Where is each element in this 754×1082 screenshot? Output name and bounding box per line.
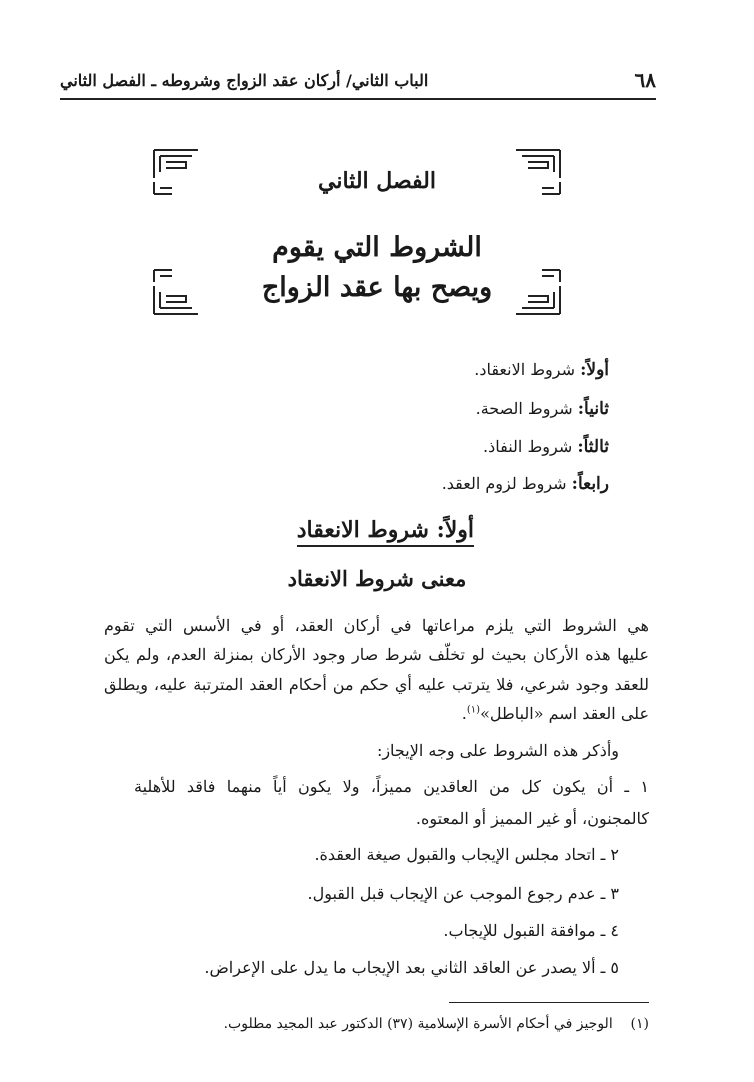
condition-5: ٥ ـ ألا يصدر عن العاقد الثاني بعد الإيجاب ما يدل على الإعراض. — [204, 958, 619, 977]
condition-4: ٤ ـ موافقة القبول للإيجاب. — [443, 921, 619, 940]
toc-item — [476, 399, 609, 419]
chapter-title-line1: الشروط التي يقوم — [272, 232, 482, 263]
condition-3: ٣ ـ عدم رجوع الموجب عن الإيجاب قبل القبول. — [307, 884, 619, 903]
running-title: الباب الثاني/ أركان عقد الزواج وشروطه ـ الفصل الثاني — [60, 70, 429, 90]
toc-marker: أولاً: — [580, 360, 609, 380]
toc-marker: ثالثاً: — [577, 437, 609, 457]
paragraph-text: على العقد اسم «الباطل» — [480, 704, 649, 723]
paragraph-end: . — [461, 704, 467, 723]
paragraph-line: عليها هذه الأركان بحيث لو تخلّف شرط صار وجود الأركان بمنزلة العدم، ولم يكن — [104, 645, 649, 664]
condition-1-line1: ١ ـ أن يكون كل من العاقدين مميزاً، ولا يكون أياً منهما فاقد للأهلية — [134, 777, 649, 796]
footnote-marker: (١) — [630, 1016, 649, 1032]
toc-text: شروط النفاذ. — [483, 437, 573, 456]
footnote-reference: (١) — [466, 704, 481, 716]
paragraph-line: هي الشروط التي يلزم مراعاتها في أركان العقد، أو في الأسس التي تقوم — [104, 616, 649, 635]
toc-text: شروط الصحة. — [475, 399, 573, 418]
paragraph-line-last — [462, 704, 649, 723]
toc-marker: رابعاً: — [571, 474, 609, 494]
condition-1-line2: كالمجنون، أو غير المميز أو المعتوه. — [415, 809, 649, 828]
chapter-title-line2: ويصح بها عقد الزواج — [261, 272, 493, 303]
condition-2: ٢ ـ اتحاد مجلس الإيجاب والقبول صيغة العقدة. — [314, 845, 619, 864]
footnote-text: الوجيز في أحكام الأسرة الإسلامية (٣٧) الدكتور عبد المجيد مطلوب. — [223, 1016, 613, 1032]
toc-text: شروط الانعقاد. — [474, 360, 575, 379]
toc-item — [483, 437, 609, 457]
toc-item — [442, 474, 609, 494]
toc-text: شروط لزوم العقد. — [441, 474, 567, 493]
footnote-divider — [449, 1002, 649, 1003]
toc-marker: ثانياً: — [577, 399, 609, 419]
footnote — [224, 1016, 649, 1032]
intro-line: وأذكر هذه الشروط على وجه الإيجاز: — [376, 741, 619, 760]
page-number: ٦٨ — [634, 68, 656, 92]
chapter-label: الفصل الثاني — [318, 168, 436, 194]
running-header — [60, 62, 656, 100]
paragraph-line: للعقد وجود شرعي، فلا يترتب عليه أي حكم من أحكام العقد المترتبة عليه، ويطلق — [104, 675, 649, 694]
toc-item — [474, 360, 609, 380]
section-heading: أولاً: شروط الانعقاد — [297, 517, 474, 547]
section-subheading: معنى شروط الانعقاد — [287, 566, 467, 591]
